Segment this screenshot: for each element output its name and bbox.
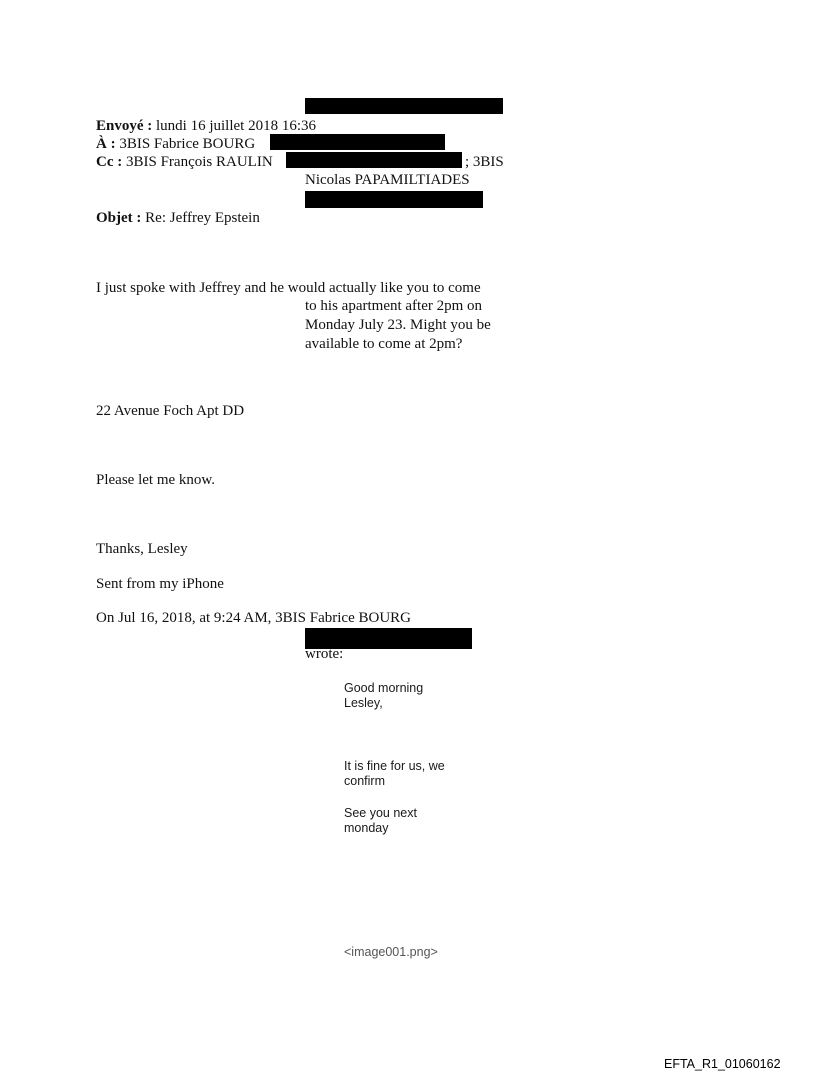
doc-id: EFTA_R1_01060162 [664,1057,781,1071]
body-quote-intro: On Jul 16, 2018, at 9:24 AM, 3BIS Fabrice BOURG [96,610,411,626]
quoted-line1: Good morning [344,681,424,695]
body-para1-line2: to his apartment after 2pm on [305,298,483,314]
cc-value-3: Nicolas PAPAMILTIADES [305,172,470,188]
cc-label: Cc : [96,154,123,170]
quoted-line6: monday [344,821,389,835]
sent-row [96,117,316,135]
sent-label: Envoyé : [96,118,153,134]
sent-value: lundi 16 juillet 2018 16:36 [156,118,316,134]
quoted-line4: confirm [344,774,385,788]
quoted-line2: Lesley, [344,696,383,710]
body-wrote: wrote: [305,646,344,662]
body-thanks: Thanks, Lesley [96,541,188,557]
cc-row [96,153,273,171]
subject-value: Re: Jeffrey Epstein [145,210,260,226]
subject-label: Objet : [96,210,142,226]
quoted-line3: It is fine for us, we [344,759,445,773]
redaction-bar-to [270,134,445,150]
body-address: 22 Avenue Foch Apt DD [96,403,245,419]
body-sent-from: Sent from my iPhone [96,576,224,592]
to-value: 3BIS Fabrice BOURG [119,136,256,152]
quoted-line5: See you next [344,806,417,820]
cc-value-1: 3BIS François RAULIN [126,154,273,170]
body-para1-line4: available to come at 2pm? [305,336,463,352]
redaction-bar-top [305,98,503,114]
redaction-bar-cc [286,152,462,168]
body-please: Please let me know. [96,472,215,488]
subject-row [96,209,260,227]
body-para1-line3: Monday July 23. Might you be [305,317,491,333]
to-label: À : [96,136,116,152]
quoted-attachment: <image001.png> [344,945,438,959]
body-para1-line1: I just spoke with Jeffrey and he would actually like you to come [96,280,481,296]
cc-value-2: ; 3BIS [465,154,504,170]
to-row [96,135,255,153]
redaction-bar-cc-2 [305,191,483,208]
